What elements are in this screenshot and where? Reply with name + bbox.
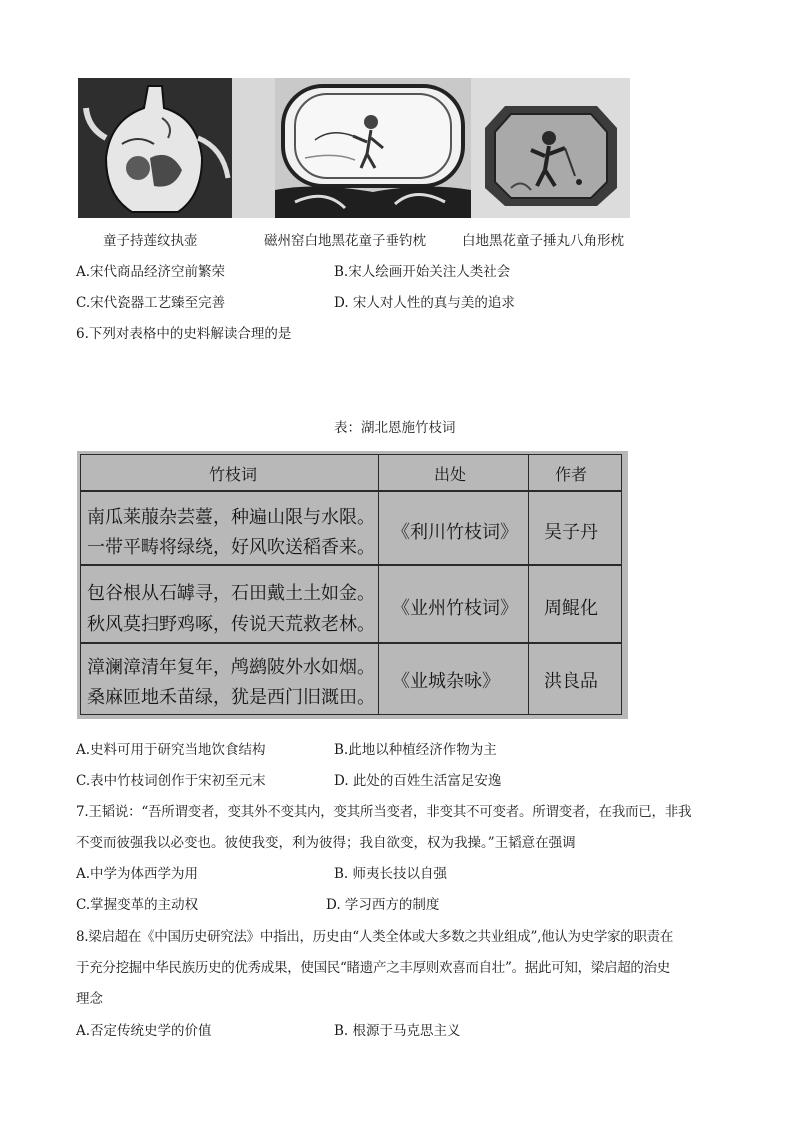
caption-chuiwan-pillow: 白地黑花童子捶丸八角形枕: [462, 233, 624, 249]
artifact-photos: [78, 78, 630, 218]
poem-author: 洪良品: [544, 671, 598, 692]
poem-line: 漳澜漳清年复年，鸬鹚陂外水如烟。: [87, 657, 375, 678]
poem-line: 秋风莫扫野鸡啄，传说天荒救老林。: [87, 614, 375, 635]
poem-author: 周鲲化: [544, 598, 598, 619]
q5-option-b: B.宋人绘画开始关注人类社会: [334, 264, 511, 280]
poem-line: 一带平畴将绿绕，好风吹送稻香来。: [87, 537, 375, 558]
header-source: 出处: [434, 465, 467, 484]
table-title: 表：湖北恩施竹枝词: [334, 420, 456, 436]
q5-option-d: D. 宋人对人性的真与美的追求: [334, 295, 515, 311]
q8-stem-line1: 8.梁启超在《中国历史研究法》中指出，历史由“人类全体或大多数之共业组成”,他认为史学家的职责在: [76, 929, 674, 945]
header-poem: 竹枝词: [209, 465, 258, 484]
chuiwan-pillow-photo: [471, 78, 630, 218]
q6-option-d: D. 此处的百姓生活富足安逸: [334, 773, 502, 789]
bamboo-verse-table: [77, 451, 628, 719]
poem-source: 《利川竹枝词》: [392, 522, 518, 543]
q8-stem-line2: 于充分挖掘中华民族历史的优秀成果，使国民“睹遗产之丰厚则欢喜而自壮”。据此可知，梁启超的治史: [76, 960, 671, 976]
q5-option-c: C.宋代瓷器工艺臻至完善: [76, 295, 226, 311]
q7-option-d: D. 学习西方的制度: [326, 897, 440, 913]
q6-option-b: B.此地以种植经济作物为主: [334, 742, 497, 758]
q7-stem-line2: 不变而彼强我以必变也。彼使我变，利为彼得；我自欲变，权为我操。”王韬意在强调: [76, 835, 576, 851]
poem-line: 桑麻匝地禾苗绿，犹是西门旧溉田。: [87, 687, 375, 708]
q7-stem-line1: 7.王韬说：“吾所谓变者，变其外不变其内，变其所当变者，非变其不可变者。所谓变者，在我而已，非我: [76, 804, 692, 820]
header-author: 作者: [555, 465, 588, 484]
q8-option-b: B. 根源于马克思主义: [334, 1023, 461, 1039]
q7-option-b: B. 师夷长技以自强: [334, 866, 448, 882]
caption-ewer: 童子持莲纹执壶: [103, 233, 198, 249]
fishing-pillow-photo: [275, 78, 471, 218]
q6-stem: 6.下列对表格中的史料解读合理的是: [76, 326, 292, 342]
poem-source: 《业城杂咏》: [392, 671, 500, 692]
q6-option-a: A.史料可用于研究当地饮食结构: [76, 742, 266, 758]
q8-option-a: A.否定传统史学的价值: [76, 1023, 212, 1039]
poem-source: 《业州竹枝词》: [392, 598, 518, 619]
poem-line: 南瓜莱菔杂芸薹，种遍山限与水限。: [87, 507, 375, 528]
caption-fishing-pillow: 磁州窑白地黑花童子垂钓枕: [264, 233, 426, 249]
q7-option-a: A.中学为体西学为用: [76, 866, 199, 882]
q8-stem-line3: 理念: [76, 991, 103, 1007]
q6-option-c: C.表中竹枝词创作于宋初至元末: [76, 773, 266, 789]
q7-option-c: C.掌握变革的主动权: [76, 897, 199, 913]
poem-author: 吴子丹: [544, 522, 598, 543]
poem-line: 包谷根从石罅寻，石田戴土土如金。: [87, 583, 375, 604]
ewer-photo: [78, 78, 232, 218]
q5-option-a: A.宋代商品经济空前繁荣: [76, 264, 226, 280]
